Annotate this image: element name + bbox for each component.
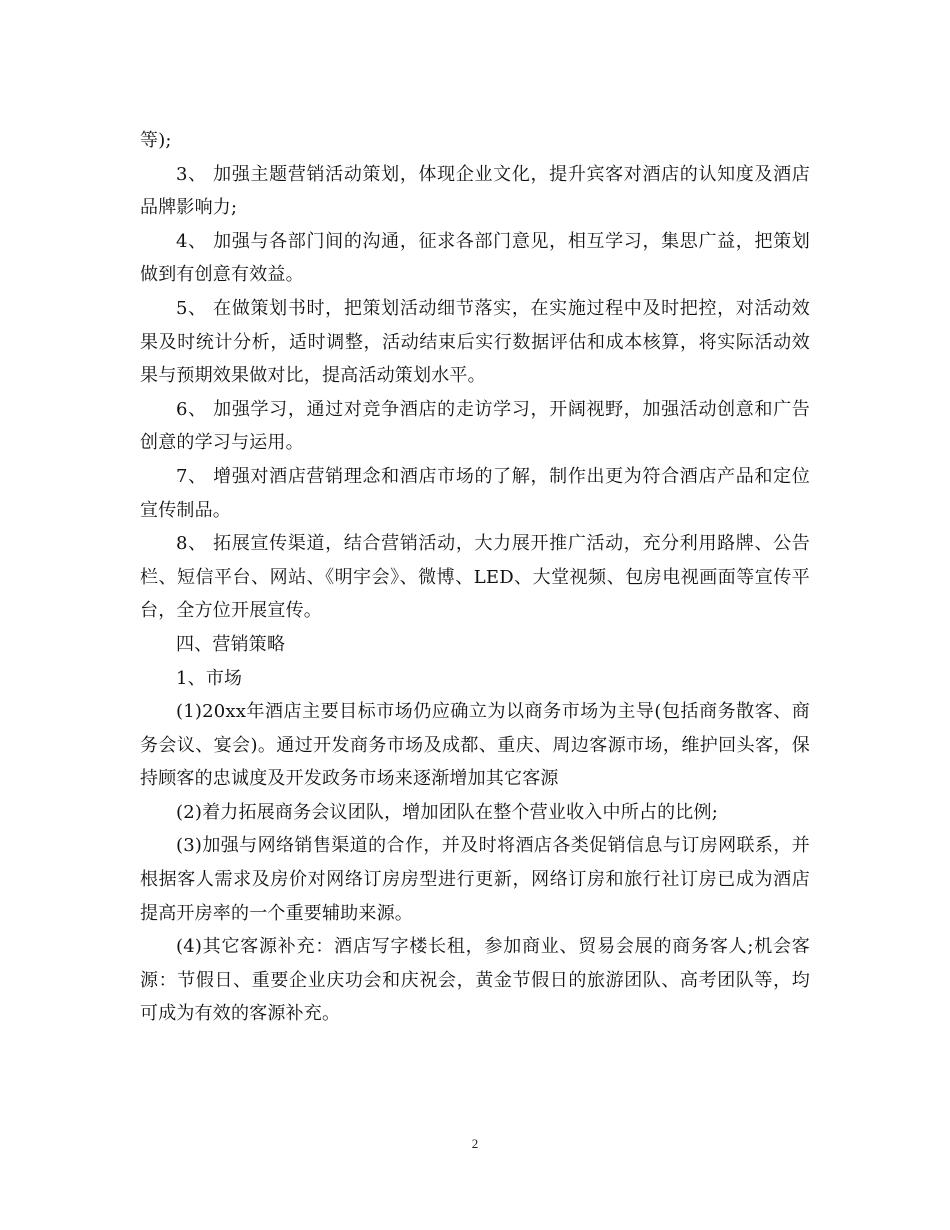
paragraph-market-4: (4)其它客源补充：酒店写字楼长租，参加商业、贸易会展的商务客人;机会客源：节假日、重要企业庆功会和庆祝会，黄金节假日的旅游团队、高考团队等，均可成为有效的客源补充。 — [140, 936, 810, 1025]
paragraph-item-7: 7、 增强对酒店营销理念和酒店市场的了解，制作出更为符合酒店产品和定位宣传制品。 — [140, 465, 810, 521]
paragraph-item-3: 3、 加强主题营销活动策划，体现企业文化，提升宾客对酒店的认知度及酒店品牌影响力; — [140, 163, 810, 219]
paragraph-continuation: 等); — [140, 130, 172, 151]
paragraph-market-1: (1)20xx年酒店主要目标市场仍应确立为以商务市场为主导(包括商务散客、商务会议、宴会)。通过开发商务市场及成都、重庆、周边客源市场，维护回头客，保持顾客的忠诚度及开发政务市场来逐渐增加其它客源 — [140, 701, 810, 790]
paragraph-item-6: 6、 加强学习，通过对竞争酒店的走访学习，开阔视野，加强活动创意和广告创意的学习与运用。 — [140, 398, 810, 454]
paragraph-item-5: 5、 在做策划书时，把策划活动细节落实，在实施过程中及时把控，对活动效果及时统计分析，适时调整，活动结束后实行数据评估和成本核算，将实际活动效果与预期效果做对比，提高活动策划水平。 — [140, 297, 810, 387]
paragraph-item-8: 8、 拓展宣传渠道，结合营销活动，大力展开推广活动，充分利用路牌、公告栏、短信平台、网站、《明宇会》、微博、LED、大堂视频、包房电视画面等宣传平台，全方位开展宣传。 — [140, 533, 810, 622]
paragraph-item-4: 4、 加强与各部门间的沟通，征求各部门意见，相互学习，集思广益，把策划做到有创意有效益。 — [140, 230, 810, 286]
section-heading-marketing-strategy: 四、营销策略 — [176, 633, 286, 655]
paragraph-market-3: (3)加强与网络销售渠道的合作，并及时将酒店各类促销信息与订房网联系，并根据客人需求及房价对网络订房房型进行更新，网络订房和旅行社订房已成为酒店提高开房率的一个重要辅助来源。 — [140, 835, 810, 924]
document-body — [140, 124, 810, 1031]
subsection-heading-market: 1、市场 — [176, 667, 243, 689]
paragraph-market-2: (2)着力拓展商务会议团队，增加团队在整个营业收入中所占的比例; — [176, 801, 718, 823]
page-number: 2 — [471, 1136, 479, 1151]
